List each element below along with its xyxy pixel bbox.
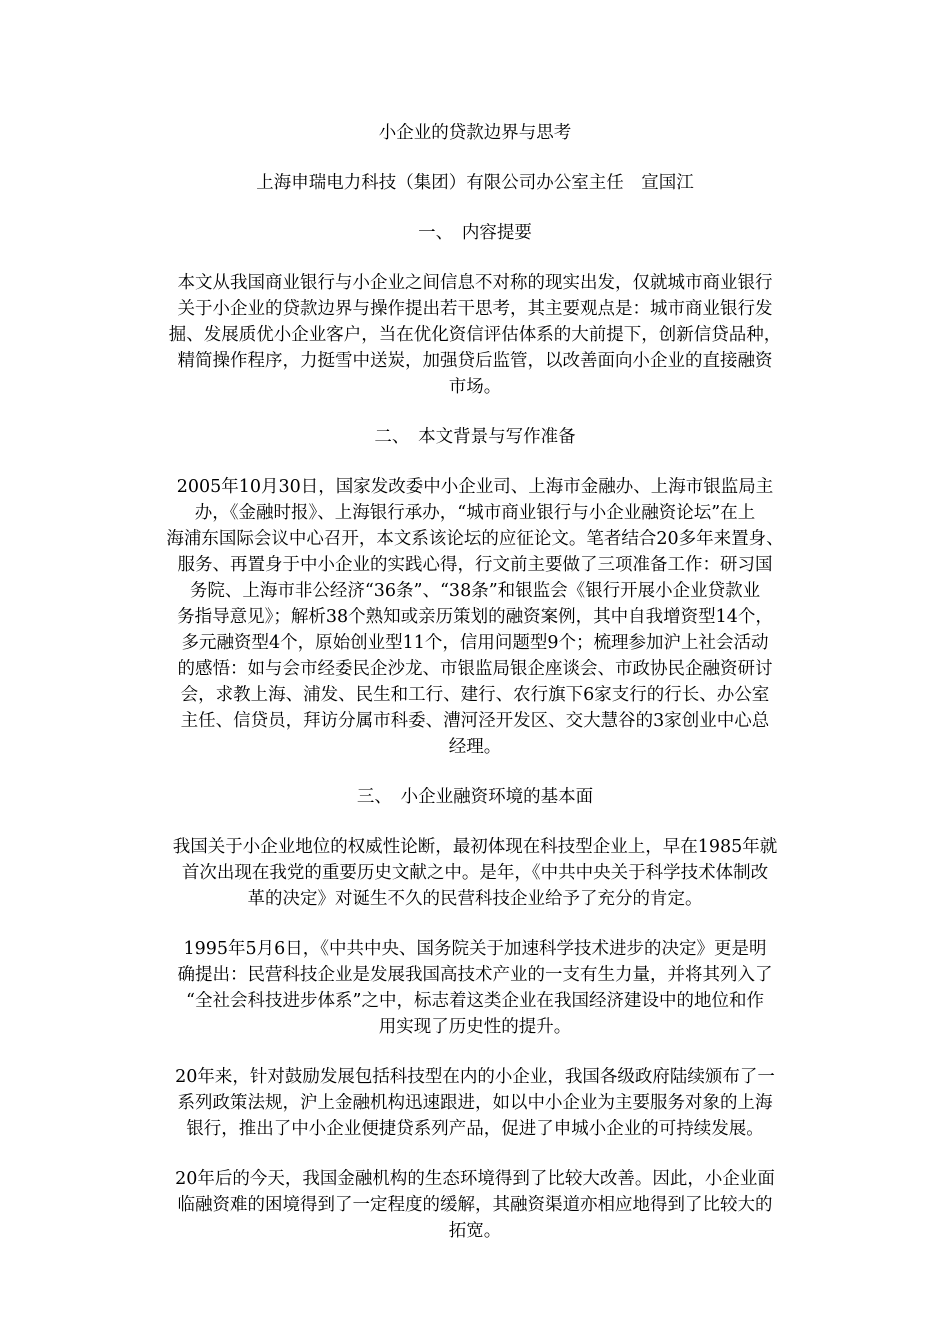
paragraph-line: 主任、信贷员，拜访分属市科委、漕河泾开发区、交大慧谷的3家创业中心总 bbox=[180, 711, 770, 731]
paragraph-line: 务院、上海市非公经济“36条”、“38条”和银监会《银行开展小企业贷款业 bbox=[189, 581, 761, 601]
paragraph-line: 确提出：民营科技企业是发展我国高技术产业的一支有生力量，并将其列入了 bbox=[177, 965, 773, 985]
paragraph-line: 会，求教上海、浦发、民生和工行、建行、农行旗下6家支行的行长、办公室 bbox=[180, 685, 770, 705]
paragraph-line: 精简操作程序，力挺雪中送炭，加强贷后监管，以改善面向小企业的直接融资 bbox=[177, 351, 773, 371]
section-heading-environment: 三、 小企业融资环境的基本面 bbox=[356, 787, 594, 807]
paragraph-line: 临融资难的困境得到了一定程度的缓解，其融资渠道亦相应地得到了比较大的 bbox=[177, 1195, 773, 1215]
paragraph-line: 市场。 bbox=[448, 377, 502, 397]
paragraph-line: 服务、再置身于中小企业的实践心得，行文前主要做了三项准备工作：研习国 bbox=[177, 555, 773, 575]
paragraph bbox=[140, 834, 810, 912]
author-line: 上海申瑞电力科技（集团）有限公司办公室主任 宣国江 bbox=[256, 173, 694, 193]
paragraph bbox=[140, 1064, 810, 1142]
document-body bbox=[140, 120, 810, 1244]
paragraph-line: 用实现了历史性的提升。 bbox=[378, 1017, 572, 1037]
paragraph-line: 系列政策法规，沪上金融机构迅速跟进，如以中小企业为主要服务对象的上海 bbox=[177, 1093, 773, 1113]
paragraph-line: 的感悟：如与会市经委民企沙龙、市银监局银企座谈会、市政协民企融资研讨 bbox=[177, 659, 773, 679]
paragraph-line: 拓宽。 bbox=[448, 1221, 502, 1241]
paragraph-line: 20年来，针对鼓励发展包括科技型在内的小企业，我国各级政府陆续颁布了一 bbox=[175, 1067, 775, 1087]
paragraph-line: 2005年10月30日，国家发改委中小企业司、上海市金融办、上海市银监局主 bbox=[176, 477, 774, 497]
paragraph-line: 多元融资型4个，原始创业型11个，信用问题型9个；梳理参加沪上社会活动 bbox=[181, 633, 769, 653]
paragraph-line: 1995年5月6日，《中共中央、国务院关于加速科学技术进步的决定》更是明 bbox=[183, 939, 767, 959]
paragraph-line: 首次出现在我党的重要历史文献之中。是年，《中共中央关于科学技术体制改 bbox=[181, 863, 769, 883]
paragraph bbox=[140, 270, 810, 400]
section-heading-background: 二、 本文背景与写作准备 bbox=[374, 427, 576, 447]
paragraph-line: 办，《金融时报》、上海银行承办，“城市商业银行与小企业融资论坛”在上 bbox=[194, 503, 756, 523]
paragraph bbox=[140, 474, 810, 760]
paragraph-line: 银行，推出了中小企业便捷贷系列产品，促进了申城小企业的可持续发展。 bbox=[186, 1119, 764, 1139]
paragraph-line: 革的决定》对诞生不久的民营科技企业给予了充分的肯定。 bbox=[247, 889, 703, 909]
paragraph bbox=[140, 1166, 810, 1244]
paragraph-line: 掘、发展质优小企业客户，当在优化资信评估体系的大前提下，创新信贷品种， bbox=[168, 325, 782, 345]
paragraph-line: 海浦东国际会议中心召开，本文系该论坛的应征论文。笔者结合20多年来置身、 bbox=[166, 529, 784, 549]
paragraph-line: “全社会科技进步体系”之中，标志着这类企业在我国经济建设中的地位和作 bbox=[186, 991, 764, 1011]
paragraph-line: 经理。 bbox=[448, 737, 502, 757]
document-title: 小企业的贷款边界与思考 bbox=[378, 123, 572, 143]
paragraph-line: 关于小企业的贷款边界与操作提出若干思考，其主要观点是：城市商业银行发 bbox=[177, 299, 773, 319]
paragraph bbox=[140, 936, 810, 1040]
paragraph-line: 我国关于小企业地位的权威性论断，最初体现在科技型企业上，早在1985年就 bbox=[172, 837, 778, 857]
paragraph-line: 20年后的今天，我国金融机构的生态环境得到了比较大改善。因此，小企业面 bbox=[175, 1169, 775, 1189]
paragraph-line: 本文从我国商业银行与小企业之间信息不对称的现实出发，仅就城市商业银行 bbox=[177, 273, 773, 293]
section-heading-summary: 一、 内容提要 bbox=[418, 223, 532, 243]
paragraph-line: 务指导意见》；解析38个熟知或亲历策划的融资案例，其中自我增资型14个， bbox=[177, 607, 773, 627]
